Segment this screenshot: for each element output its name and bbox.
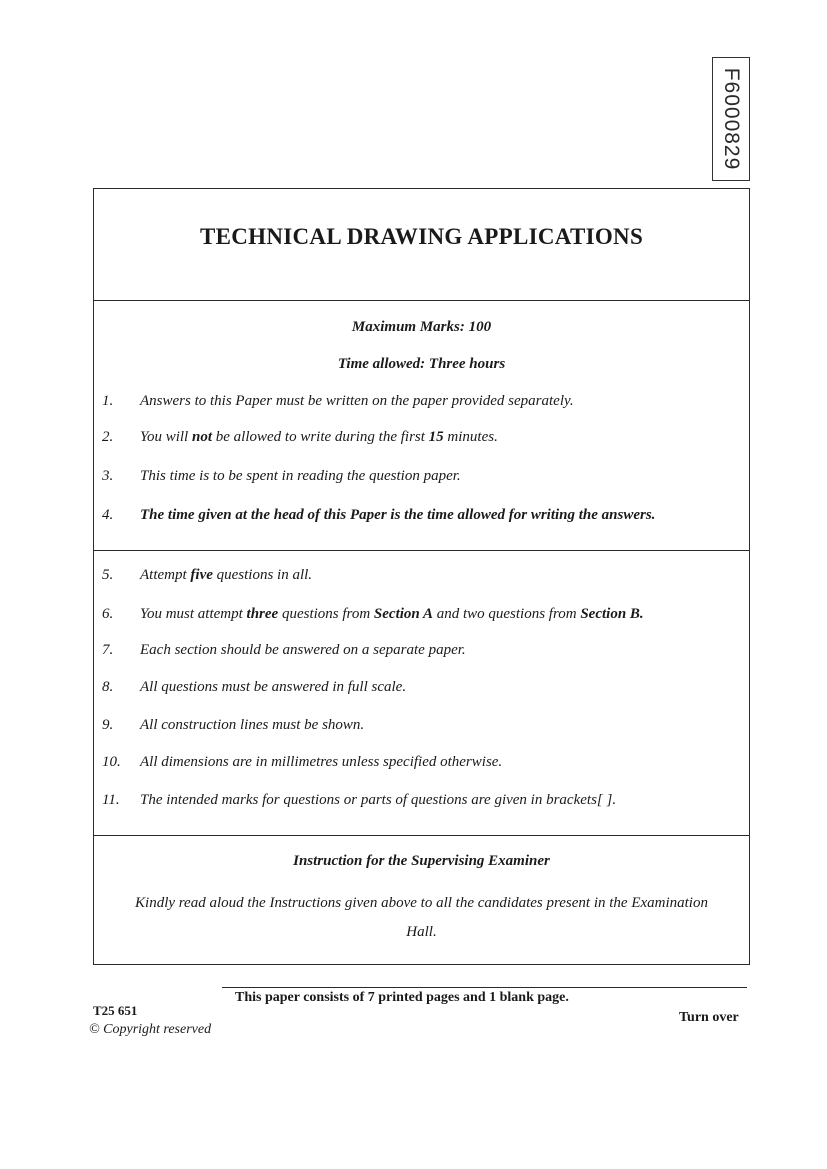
instruction-text [140,642,466,659]
instruction-text [140,792,616,809]
turn-over-note: Turn over [679,1010,739,1025]
instruction-fragment: All dimensions are in millimetres unless specified otherwise. [140,754,503,770]
instruction-emphasis: Section B. [580,606,644,622]
instruction-text [140,567,312,584]
instruction-emphasis: The time given at the head of this Paper is the time allowed for writing the answers. [140,507,656,523]
instruction-text [140,679,406,696]
document-code: F6000829 [720,67,743,171]
document-code-stamp [712,57,750,181]
examiner-instruction: Kindly read aloud the Instructions given above to all the candidates present in the Examination Hall. [135,895,708,940]
instruction-number: 10. [102,754,121,770]
footer-rule [222,987,747,988]
instruction-fragment: You must attempt [140,606,247,622]
instruction-fragment: All questions must be answered in full scale. [140,679,407,695]
instruction-emphasis: five [190,567,213,583]
instruction-fragment: This time is to be spent in reading the question paper. [140,468,461,484]
instruction-number: 8. [102,679,114,695]
instruction-text [140,717,364,734]
max-marks: Maximum Marks: 100 [351,319,492,335]
instruction-number: 2. [102,429,114,445]
instructions-divider [94,550,749,551]
instruction-text [140,393,574,410]
instruction-text [140,429,498,446]
instruction-fragment: All construction lines must be shown. [140,717,365,733]
instruction-fragment: questions in all. [212,567,313,583]
instruction-number: 9. [102,717,114,733]
instruction-number: 5. [102,567,114,583]
instruction-fragment: be allowed to write during the first [212,429,429,445]
instruction-fragment: minutes. [443,429,498,445]
instruction-text [140,606,644,623]
instruction-fragment: Answers to this Paper must be written on the paper provided separately. [140,393,574,409]
instruction-text [140,507,655,524]
instructions-frame [93,188,750,965]
instruction-number: 6. [102,606,114,622]
examiner-divider [94,835,749,836]
instruction-fragment: and two questions from [432,606,581,622]
instruction-text [140,754,502,771]
copyright-notice: © Copyright reserved [89,1022,212,1037]
instruction-number: 7. [102,642,114,658]
instruction-emphasis: 15 [428,429,444,445]
instruction-text [140,468,461,485]
paper-title: TECHNICAL DRAWING APPLICATIONS [199,224,644,249]
time-allowed: Time allowed: Three hours [337,356,506,372]
instruction-emphasis: Section A [373,606,433,622]
instruction-number: 3. [102,468,114,484]
examiner-heading: Instruction for the Supervising Examiner [293,853,550,869]
instruction-fragment: Each section should be answered on a separate paper. [140,642,466,658]
instruction-number: 11. [102,792,120,808]
instruction-emphasis: three [246,606,279,622]
instruction-emphasis: not [191,429,212,445]
instruction-fragment: You will [140,429,192,445]
instruction-fragment: Attempt [140,567,191,583]
instruction-number: 4. [102,507,114,523]
page-count-note: This paper consists of 7 printed pages and 1 blank page. [235,990,569,1005]
instruction-number: 1. [102,393,114,409]
paper-code: T25 651 [93,1003,138,1018]
instruction-fragment: questions from [278,606,374,622]
instruction-fragment: The intended marks for questions or parts of questions are given in brackets[ ]. [140,792,617,808]
title-divider [94,300,749,301]
